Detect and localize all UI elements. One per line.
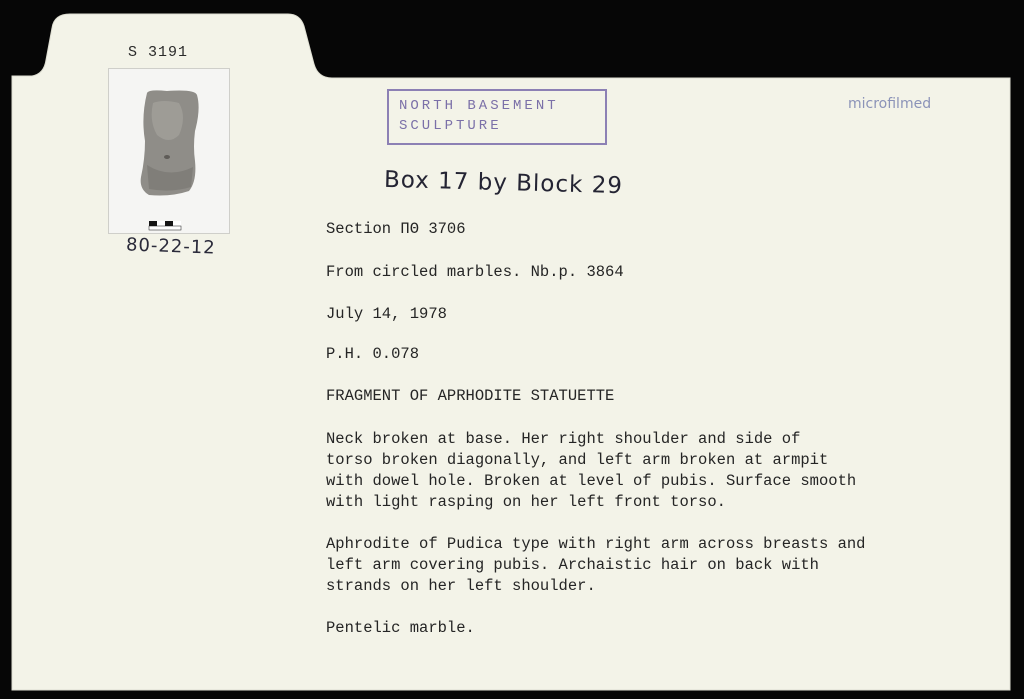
description-line: Neck broken at base. Her right shoulder and side of — [326, 430, 801, 448]
location-stamp — [387, 89, 607, 145]
height-line: P.H. 0.078 — [326, 345, 420, 363]
comparison-paragraph — [326, 534, 866, 597]
section-line: Section ΠΘ 3706 — [326, 220, 466, 238]
handwritten-location: Box 17 by Block 29 — [383, 166, 624, 200]
comparison-line: Aphrodite of Pudica type with right arm across breasts and — [326, 535, 866, 553]
description-line: with light rasping on her left front torso. — [326, 493, 726, 511]
stamp-line-2: SCULPTURE — [399, 118, 502, 134]
comparison-line: strands on her left shoulder. — [326, 577, 596, 595]
object-photo — [108, 68, 230, 234]
description-paragraph — [326, 429, 856, 513]
microfilmed-stamp: microfilmed — [848, 96, 932, 112]
description-line: torso broken diagonally, and left arm broken at armpit — [326, 451, 829, 469]
stamp-line-1: NORTH BASEMENT — [399, 98, 559, 114]
inventory-number: S 3191 — [128, 44, 189, 61]
object-title: FRAGMENT OF APRHODITE STATUETTE — [326, 387, 615, 405]
provenance-line: From circled marbles. Nb.p. 3864 — [326, 263, 624, 281]
material-line: Pentelic marble. — [326, 619, 475, 637]
photo-label: 80-22-12 — [125, 234, 217, 259]
description-line: with dowel hole. Broken at level of pubis. Surface smooth — [326, 472, 857, 490]
statuette-torso-image — [109, 69, 229, 233]
date-line: July 14, 1978 — [326, 305, 447, 323]
comparison-line: left arm covering pubis. Archaistic hair on back with — [326, 556, 819, 574]
